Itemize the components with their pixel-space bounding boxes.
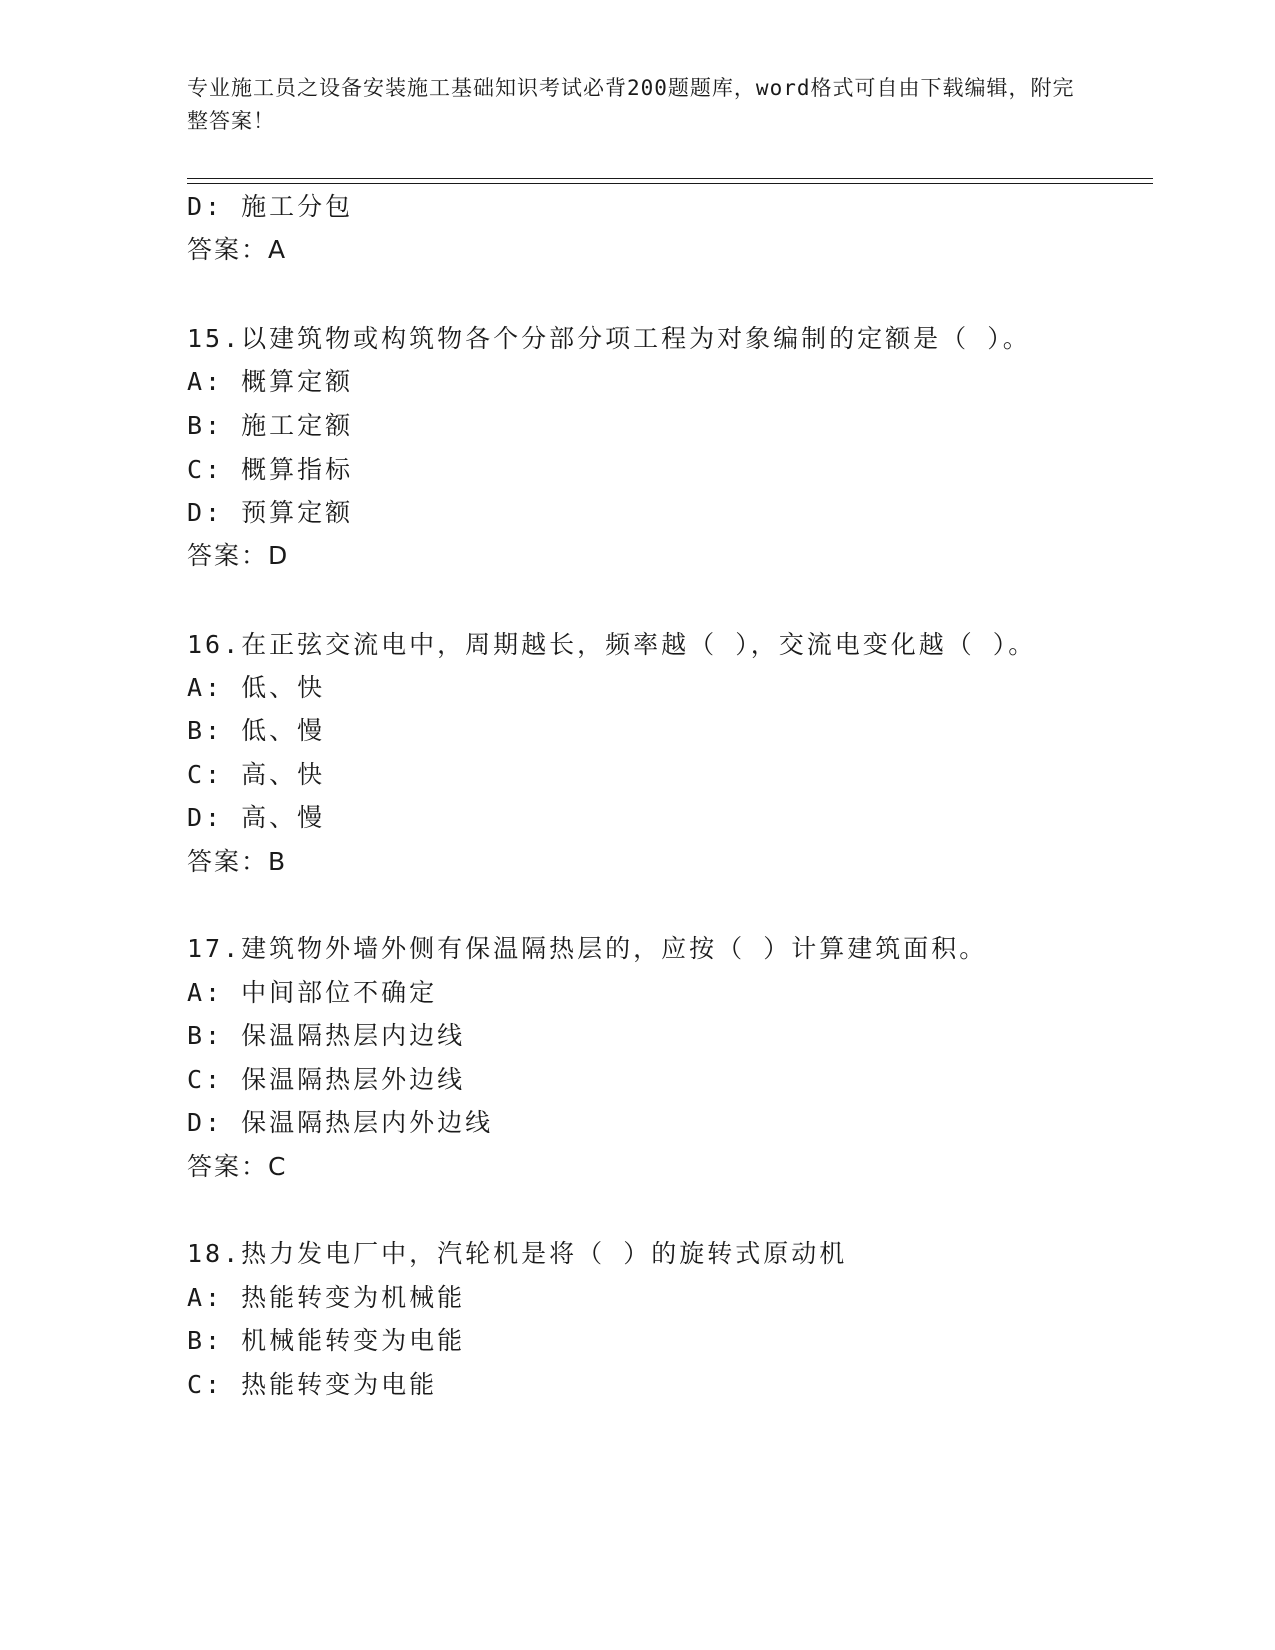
q17-option-b: B: 保温隔热层内边线 bbox=[187, 1021, 466, 1050]
q16-option-a: A: 低、快 bbox=[187, 673, 326, 702]
prev-answer: 答案：A bbox=[187, 235, 288, 264]
q16-option-d: D: 高、慢 bbox=[187, 803, 326, 832]
q15-option-c: C: 概算指标 bbox=[187, 455, 354, 484]
q16-stem: 16.在正弦交流电中，周期越长，频率越（ ），交流电变化越（ ）。 bbox=[187, 630, 1037, 659]
q16-answer: 答案：B bbox=[187, 847, 288, 876]
q18-option-c: C: 热能转变为电能 bbox=[187, 1370, 438, 1399]
prev-option-d: D: 施工分包 bbox=[187, 192, 354, 221]
q18-option-a: A: 热能转变为机械能 bbox=[187, 1283, 466, 1312]
q17-option-c: C: 保温隔热层外边线 bbox=[187, 1065, 466, 1094]
header-divider-top bbox=[187, 178, 1153, 179]
q17-option-a: A: 中间部位不确定 bbox=[187, 978, 438, 1007]
q15-stem: 15.以建筑物或构筑物各个分部分项工程为对象编制的定额是（ ）。 bbox=[187, 324, 1031, 353]
document-header: 专业施工员之设备安装施工基础知识考试必背200题题库，word格式可自由下载编辑，附完整答案！ bbox=[187, 76, 1075, 133]
q15-answer: 答案：D bbox=[187, 541, 290, 570]
q18-stem: 18.热力发电厂中，汽轮机是将（ ）的旋转式原动机 bbox=[187, 1239, 848, 1268]
header-divider-bottom bbox=[187, 183, 1153, 184]
q17-stem: 17.建筑物外墙外侧有保温隔热层的，应按（ ）计算建筑面积。 bbox=[187, 934, 988, 963]
q15-option-d: D: 预算定额 bbox=[187, 498, 354, 527]
q16-option-c: C: 高、快 bbox=[187, 760, 326, 789]
q15-option-a: A: 概算定额 bbox=[187, 367, 354, 396]
q16-option-b: B: 低、慢 bbox=[187, 716, 326, 745]
q17-option-d: D: 保温隔热层内外边线 bbox=[187, 1108, 494, 1137]
q17-answer: 答案：C bbox=[187, 1152, 288, 1181]
q15-option-b: B: 施工定额 bbox=[187, 411, 354, 440]
q18-option-b: B: 机械能转变为电能 bbox=[187, 1326, 466, 1355]
